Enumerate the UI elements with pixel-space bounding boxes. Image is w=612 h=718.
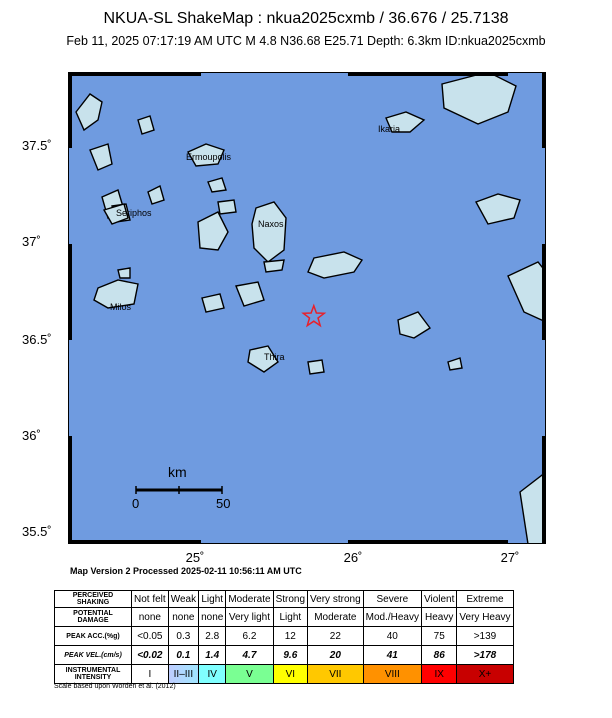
legend-cell: X+ [457, 665, 513, 684]
legend-cell: 0.1 [168, 646, 198, 665]
place-label: Milos [110, 302, 132, 312]
legend-cell: Very light [226, 608, 273, 627]
x-tick: 27˚ [500, 550, 520, 565]
legend-cell: Violent [422, 591, 457, 608]
legend-row-header: POTENTIAL DAMAGE [55, 608, 132, 627]
legend-row [55, 591, 514, 608]
island [202, 294, 224, 312]
island [118, 268, 130, 278]
legend-cell: IV [199, 665, 226, 684]
scale-unit: km [168, 464, 187, 480]
legend-cell: Strong [273, 591, 307, 608]
legend-cell: VII [308, 665, 364, 684]
scale-start: 0 [132, 496, 140, 511]
legend-row [55, 646, 514, 665]
legend-cell: I [132, 665, 169, 684]
legend-cell: 1.4 [199, 646, 226, 665]
scale-note: Scale based upon Worden et al. (2012) [54, 683, 176, 690]
legend-cell: Not felt [132, 591, 169, 608]
legend-cell: none [199, 608, 226, 627]
place-label: Thira [264, 352, 285, 362]
legend-cell: 6.2 [226, 627, 273, 646]
legend-cell: 41 [363, 646, 421, 665]
legend-cell: Moderate [308, 608, 364, 627]
legend-cell: II–III [168, 665, 198, 684]
island-anafi [308, 360, 324, 374]
island [264, 260, 284, 272]
y-tick: 36.5˚ [22, 332, 52, 347]
intensity-legend [54, 590, 514, 684]
legend-cell: VIII [363, 665, 421, 684]
legend-cell: Very strong [308, 591, 364, 608]
x-tick: 26˚ [343, 550, 363, 565]
y-tick: 37˚ [22, 234, 41, 249]
legend-cell: Mod./Heavy [363, 608, 421, 627]
legend-cell: Severe [363, 591, 421, 608]
legend-row [55, 665, 514, 684]
legend-cell: 20 [308, 646, 364, 665]
sea [68, 72, 546, 544]
y-tick: 37.5˚ [22, 138, 52, 153]
y-tick: 36˚ [22, 428, 41, 443]
place-label: Naxos [258, 219, 284, 229]
version-note: Map Version 2 Processed 2025-02-11 10:56:11 AM UTC [70, 566, 302, 576]
shakemap [68, 72, 546, 544]
map-title: NKUA-SL ShakeMap : nkua2025cxmb / 36.676 / 25.7138 [103, 10, 509, 27]
legend-row-header: PERCEIVED SHAKING [55, 591, 132, 608]
legend-row-header: PEAK VEL.(cm/s) [55, 646, 132, 665]
event-subtitle: Feb 11, 2025 07:17:19 AM UTC M 4.8 N36.68 E25.71 Depth: 6.3km ID:nkua2025cxmb [66, 34, 546, 48]
legend-cell: Extreme [457, 591, 513, 608]
legend-cell: Weak [168, 591, 198, 608]
map-canvas [68, 72, 546, 544]
legend-row [55, 627, 514, 646]
legend-cell: 75 [422, 627, 457, 646]
legend-cell: 4.7 [226, 646, 273, 665]
legend-cell: VI [273, 665, 307, 684]
legend-cell: 22 [308, 627, 364, 646]
legend-cell: Light [273, 608, 307, 627]
legend-cell: 86 [422, 646, 457, 665]
legend-cell: none [132, 608, 169, 627]
legend-cell: <0.02 [132, 646, 169, 665]
place-label: Ikaria [378, 124, 401, 134]
legend-cell: 12 [273, 627, 307, 646]
legend-cell: IX [422, 665, 457, 684]
legend-row [55, 608, 514, 627]
scale-end: 50 [216, 496, 231, 511]
place-label: Seriphos [116, 208, 152, 218]
legend-cell: 0.3 [168, 627, 198, 646]
legend-cell: 9.6 [273, 646, 307, 665]
place-label: Ermoupolis [186, 152, 232, 162]
legend-cell: Light [199, 591, 226, 608]
island [218, 200, 236, 214]
legend-cell: Very Heavy [457, 608, 513, 627]
legend-cell: 2.8 [199, 627, 226, 646]
legend-cell: Heavy [422, 608, 457, 627]
legend-cell: >139 [457, 627, 513, 646]
legend-cell: <0.05 [132, 627, 169, 646]
legend-cell: Moderate [226, 591, 273, 608]
legend-cell: 40 [363, 627, 421, 646]
legend-cell: >178 [457, 646, 513, 665]
legend-cell: V [226, 665, 273, 684]
x-tick: 25˚ [185, 550, 205, 565]
y-tick: 35.5˚ [22, 524, 52, 539]
legend-cell: none [168, 608, 198, 627]
legend-row-header: INSTRUMENTAL INTENSITY [55, 665, 132, 684]
legend-row-header: PEAK ACC.(%g) [55, 627, 132, 646]
